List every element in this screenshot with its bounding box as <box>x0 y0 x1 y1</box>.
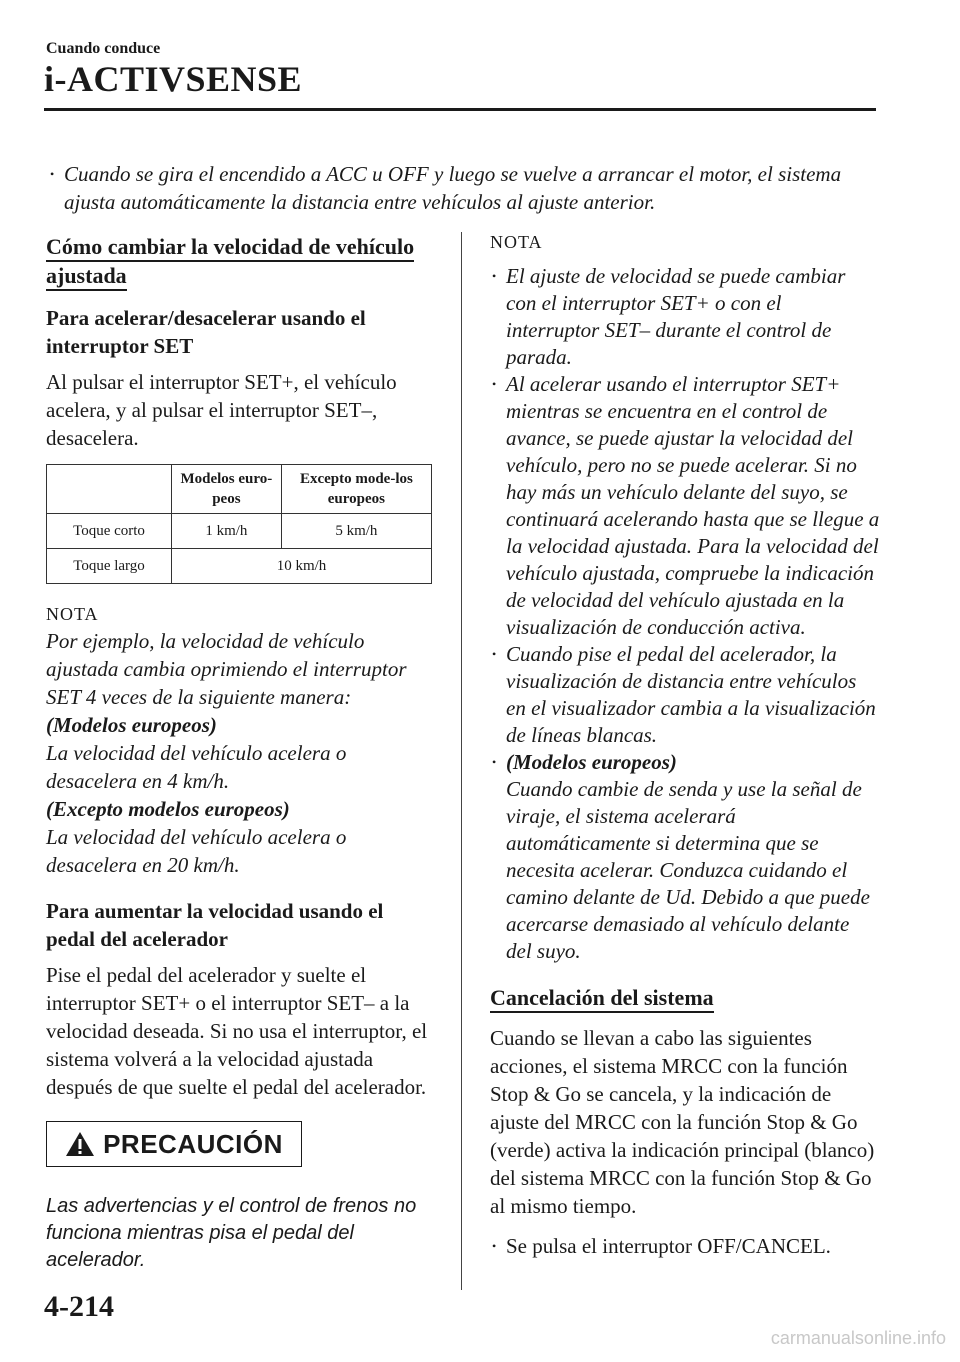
caution-label: PRECAUCIÓN <box>103 1128 283 1159</box>
chapter-title: i-ACTIVSENSE <box>44 59 303 99</box>
list-item: • El ajuste de velocidad se puede cambiar con el interruptor SET+ o con el interruptor SET– durante el control de parada. <box>490 263 880 371</box>
warning-triangle-icon <box>65 1131 95 1157</box>
table-cell: 10 km/h <box>172 549 432 584</box>
column-divider <box>461 232 462 1290</box>
caution-box <box>46 1121 302 1167</box>
caution-text: Las advertencias y el control de frenos no funciona mientras pisa el pedal del acelerador. <box>46 1195 417 1271</box>
paragraph-set-switch: Al pulsar el interruptor SET+, el vehículo acelera, y al pulsar el interruptor SET–, desacelera. <box>46 370 397 450</box>
note-eu-label: (Modelos europeos) <box>46 713 217 737</box>
list-item <box>490 749 880 965</box>
table-cell: Toque corto <box>47 514 172 549</box>
section-label: Cuando conduce <box>46 40 161 57</box>
note-text <box>46 627 434 879</box>
table-header-cell: Excepto mode-los europeos <box>281 465 431 514</box>
table-cell: Toque largo <box>47 549 172 584</box>
table-row <box>47 549 432 584</box>
table-header-cell <box>47 465 172 514</box>
paragraph-accelerator: Pise el pedal del acelerador y suelte el interruptor SET+ o el interruptor SET– a la velocidad deseada. Si no usa el interruptor, el sistema volverá a la velocidad ajustada después de que suelte el pedal del acelerador. <box>46 963 428 1099</box>
subheading-set-switch: Para acelerar/desacelerar usando el interruptor SET <box>46 306 366 358</box>
note-intro: Por ejemplo, la velocidad de vehículo ajustada cambia oprimiendo el interruptor SET 4 veces de la siguiente manera: <box>46 629 407 709</box>
table-header-row <box>47 465 432 514</box>
table-header-cell: Modelos euro-peos <box>172 465 282 514</box>
right-column <box>490 232 880 1260</box>
list-item: • Al acelerar usando el interruptor SET+ mientras se encuentra en el control de avance, se puede ajustar la velocidad del vehículo, pero no se puede acelerar. Si no hay más un vehículo delante del suyo, se continuará acelerando hasta que se llegue a la velocidad ajustada. Para la velocidad del vehículo ajustada, compruebe la indicación de velocidad del vehículo ajustada en la visualización de conducción activa. <box>490 371 880 641</box>
speed-step-table <box>46 464 432 584</box>
intro-bullet: • Cuando se gira el encendido a ACC u OFF y luego se vuelve a arrancar el motor, el sistema ajusta automáticamente la distancia entre vehículos al ajuste anterior. <box>48 160 844 216</box>
list-item: • Cuando pise el pedal del acelerador, la visualización de distancia entre vehículos en el visualizador cambia a la visualización de líneas blancas. <box>490 641 880 749</box>
note-noneu-text: La velocidad del vehículo acelera o desacelera en 20 km/h. <box>46 825 347 877</box>
bullet-eu-text: Cuando cambie de senda y use la señal de viraje, el sistema acelerará automáticamente si determina que se necesita acelerar. Conduzca cuidando el camino delante de Ud. Debido a que puede acercarse demasiado al vehículo delante del suyo. <box>506 777 870 963</box>
list-item: • Se pulsa el interruptor OFF/CANCEL. <box>490 1232 880 1260</box>
watermark: carmanualsonline.info <box>770 1328 946 1348</box>
note-label: NOTA <box>46 604 99 624</box>
bullet-eu-label: (Modelos europeos) <box>506 750 677 774</box>
header-rule <box>44 108 876 111</box>
table-cell: 1 km/h <box>172 514 282 549</box>
note-noneu-label: (Excepto modelos europeos) <box>46 797 290 821</box>
table-row <box>47 514 432 549</box>
note-bullet-list <box>490 263 880 965</box>
note-label: NOTA <box>490 232 543 252</box>
paragraph-cancel: Cuando se llevan a cabo las siguientes acciones, el sistema MRCC con la función Stop & Go se cancela, y la indicación de ajuste del MRCC con la función Stop & Go (verde) activa la indicación principal (blanco) del sistema MRCC con la función Stop & Go al mismo tiempo. <box>490 1026 875 1218</box>
left-column <box>46 232 434 1274</box>
page-number: 4-214 <box>44 1290 114 1323</box>
table-cell: 5 km/h <box>281 514 431 549</box>
section-heading-cancel: Cancelación del sistema <box>490 983 880 1012</box>
subheading-accelerator: Para aumentar la velocidad usando el pedal del acelerador <box>46 899 384 951</box>
section-heading-speed: Cómo cambiar la velocidad de vehículo ajustada <box>46 232 434 290</box>
note-eu-text: La velocidad del vehículo acelera o desacelera en 4 km/h. <box>46 741 347 793</box>
